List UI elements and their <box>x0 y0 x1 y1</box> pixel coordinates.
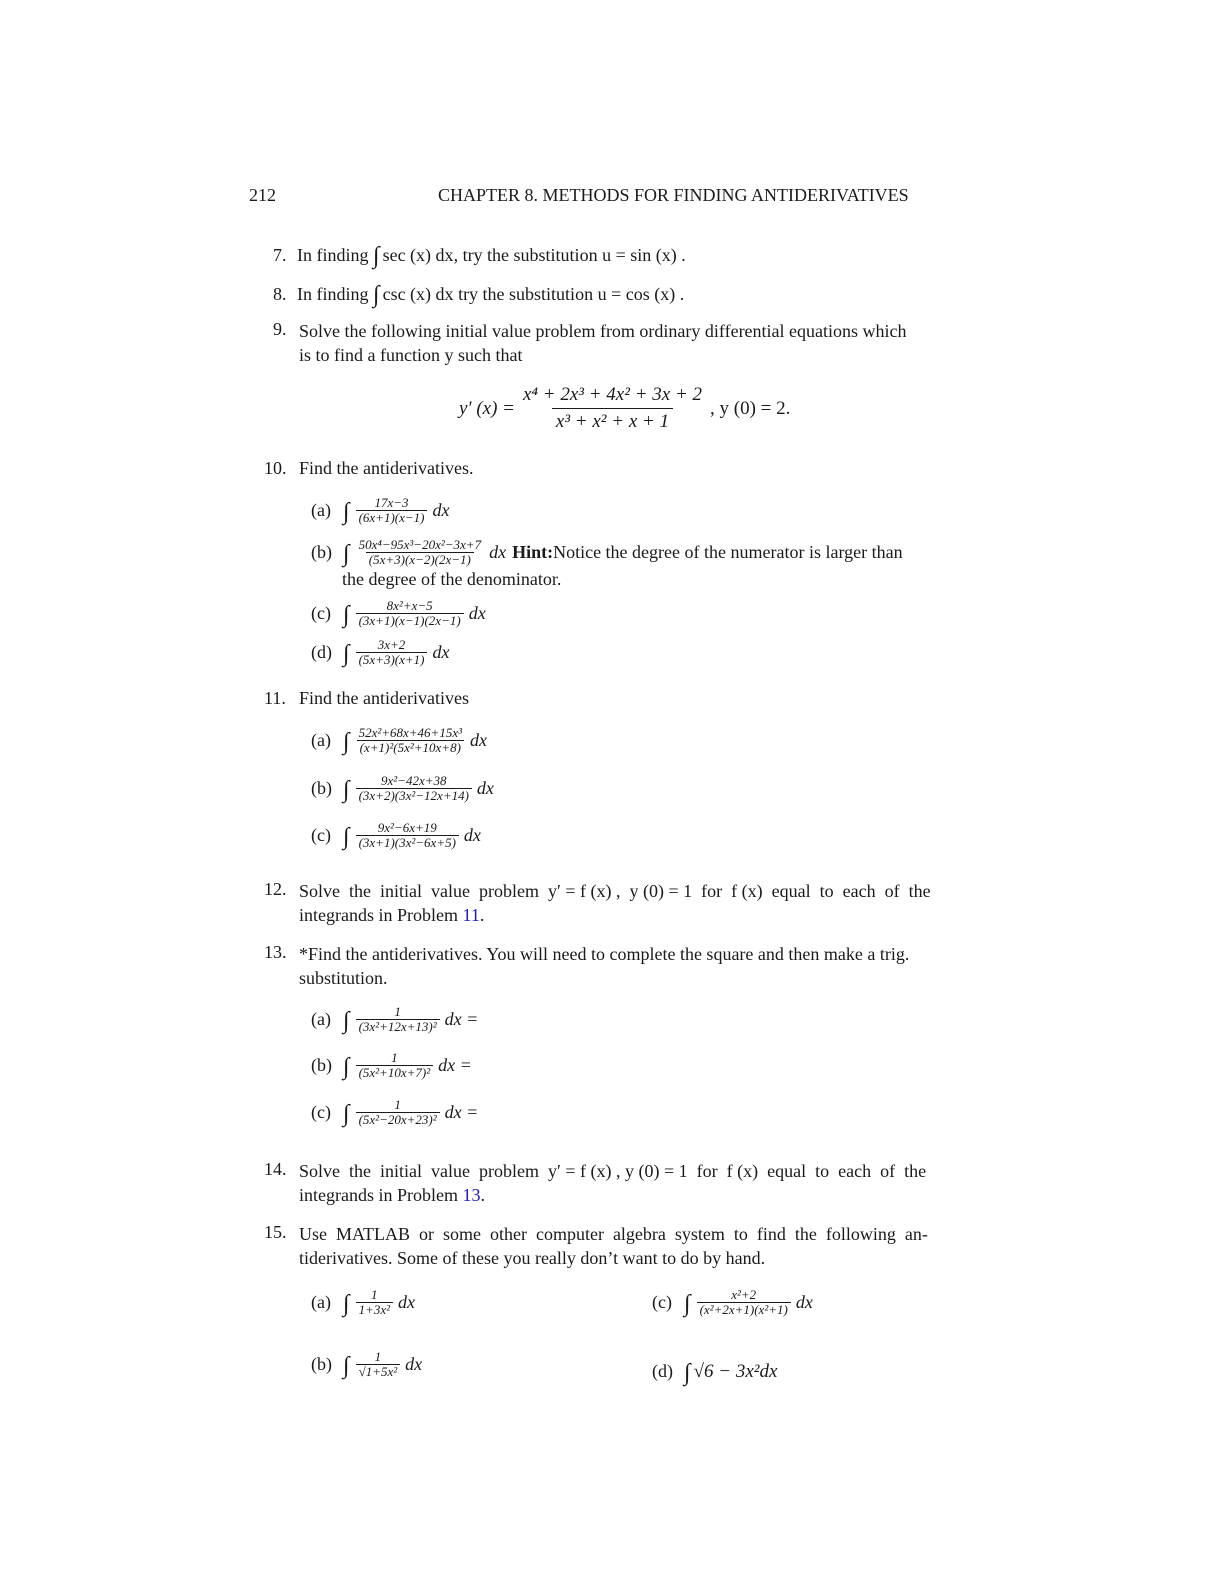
integral-sign: ∫ <box>343 641 350 667</box>
hint-text: Notice the degree of the numerator is larger than <box>553 542 903 562</box>
fraction-numerator: 1 <box>394 1097 401 1112</box>
part-label: (a) <box>311 1292 331 1312</box>
part-label: (b) <box>311 1055 332 1075</box>
part-label: (d) <box>652 1361 673 1381</box>
problem-number: 8. <box>273 284 287 304</box>
problem-7 <box>273 241 686 268</box>
problem-number: 9. <box>273 319 287 339</box>
problem-number: 13. <box>264 942 287 962</box>
substitution: u = cos (x) . <box>597 284 685 304</box>
differential: dx <box>476 778 494 798</box>
fraction-numerator: 9x²−42x+38 <box>381 773 447 788</box>
integral-sign: ∫ <box>343 824 350 850</box>
text-line: *Find the antiderivatives. You will need to complete the square and then make a trig. <box>299 944 910 964</box>
part-13a <box>311 1005 478 1034</box>
fraction-numerator: 9x²−6x+19 <box>377 820 437 835</box>
problem-8 <box>273 280 684 307</box>
integrand-expression: √6 − 3x²dx <box>693 1360 778 1382</box>
integral-sign: ∫ <box>373 243 380 269</box>
problem-number: 15. <box>264 1222 287 1242</box>
problem-number: 11. <box>264 688 286 708</box>
text-fragment: integrands in Problem <box>299 905 463 925</box>
integrand: csc (x) dx <box>382 284 454 304</box>
differential: dx <box>463 825 481 845</box>
fraction-denominator: (3x+1)(x−1)(2x−1) <box>356 613 464 628</box>
fraction-denominator: (x²+2x+1)(x²+1) <box>697 1302 791 1317</box>
differential: dx = <box>438 1055 472 1075</box>
fraction-denominator: (6x+1)(x−1) <box>356 510 428 525</box>
part-10b <box>311 538 903 567</box>
integral-sign: ∫ <box>343 729 350 755</box>
fraction-numerator: 1 <box>391 1050 398 1065</box>
problem-number: 7. <box>273 245 287 265</box>
fraction-denominator: (5x²−20x+23)² <box>356 1112 440 1127</box>
integrand-fraction <box>356 774 472 803</box>
hint-text-continued: the degree of the denominator. <box>342 569 562 589</box>
integral-sign: ∫ <box>373 282 380 308</box>
part-15a <box>311 1288 415 1317</box>
integrand-fraction <box>356 638 428 667</box>
fraction-numerator: 52x²+68x+46+15x³ <box>358 725 463 740</box>
integral-sign: ∫ <box>684 1291 691 1317</box>
text-line: tiderivatives. Some of these you really don’t want to do by hand. <box>299 1248 766 1268</box>
integrand-fraction <box>356 726 465 755</box>
equation-fraction <box>519 382 706 435</box>
part-10d <box>311 638 449 667</box>
part-10c <box>311 599 486 628</box>
fraction-numerator: 1 <box>371 1287 378 1302</box>
part-label: (a) <box>311 730 331 750</box>
fraction-numerator: 1 <box>374 1349 382 1364</box>
part-11a <box>311 726 487 755</box>
part-11c <box>311 821 481 850</box>
differential: dx = <box>444 1102 479 1122</box>
text-fragment: integrands in Problem <box>299 1185 463 1205</box>
text-line: Solve the initial value problem y′ = f (x) , y (0) = 1 for f (x) equal to each of the <box>299 1161 927 1181</box>
part-label: (a) <box>311 1009 331 1029</box>
differential: dx <box>432 642 450 662</box>
hint-label: Hint: <box>512 542 554 562</box>
part-13c <box>311 1098 478 1127</box>
differential: dx <box>468 603 486 623</box>
integral-sign: ∫ <box>343 499 350 525</box>
fraction-denominator: (3x²+12x+13)² <box>356 1019 440 1034</box>
integral-sign: ∫ <box>343 1008 350 1034</box>
fraction-numerator: 17x−3 <box>374 495 409 510</box>
part-label: (b) <box>311 1354 332 1374</box>
text-line: substitution. <box>299 968 388 988</box>
problem-15-text <box>299 1222 963 1270</box>
fraction-denominator: (x+1)²(5x²+10x+8) <box>357 740 464 755</box>
part-label: (b) <box>311 778 332 798</box>
problem-text: In finding <box>297 245 373 265</box>
integrand-fraction <box>356 496 428 525</box>
fraction-numerator: 50x⁴−95x³−20x²−3x+7 <box>358 537 482 552</box>
integrand-fraction <box>356 538 484 567</box>
problem-12-text <box>299 879 963 927</box>
initial-condition: , y (0) = 2. <box>710 397 791 419</box>
fraction-denominator: (5x+3)(x+1) <box>356 652 428 667</box>
integral-sign: ∫ <box>343 1291 350 1317</box>
problem-11-link[interactable]: 11 <box>462 905 480 925</box>
problem-14-text <box>299 1159 963 1207</box>
fraction-denominator: 1+3x² <box>356 1302 393 1317</box>
integral-sign: ∫ <box>343 777 350 803</box>
fraction-denominator: (5x+3)(x−2)(2x−1) <box>366 552 474 567</box>
problem-text: Find the antiderivatives. <box>299 458 474 478</box>
integral-sign: ∫ <box>343 541 350 567</box>
ode-equation <box>459 382 790 435</box>
integral-sign: ∫ <box>684 1360 691 1386</box>
text-line: Solve the initial value problem y′ = f (x) , y (0) = 1 for f (x) equal to each of the <box>299 881 931 901</box>
problem-text: Find the antiderivatives <box>299 688 469 708</box>
integrand-fraction <box>356 1288 393 1317</box>
differential: dx <box>489 542 507 562</box>
page-number: 212 <box>249 185 276 205</box>
fraction-numerator: 8x²+x−5 <box>386 598 433 613</box>
integral-sign: ∫ <box>343 1353 350 1379</box>
integrand-fraction <box>356 1051 434 1080</box>
integral-sign: ∫ <box>343 1054 350 1080</box>
problem-number: 10. <box>264 458 287 478</box>
part-15c <box>652 1288 813 1317</box>
integrand-fraction <box>356 1350 401 1379</box>
part-label: (c) <box>311 825 331 845</box>
text-fragment: . <box>479 905 485 925</box>
fraction-denominator: (3x+1)(3x²−6x+5) <box>356 835 459 850</box>
problem-9-text <box>299 319 963 367</box>
fraction-denominator: (3x+2)(3x²−12x+14) <box>356 788 472 803</box>
problem-text: try the substitution <box>453 284 598 304</box>
part-label: (c) <box>652 1292 672 1312</box>
fraction-numerator: 3x+2 <box>377 637 406 652</box>
fraction-denominator: (5x²+10x+7)² <box>356 1065 434 1080</box>
text-line <box>299 1183 963 1207</box>
problem-text: In finding <box>297 284 373 304</box>
integrand-fraction <box>356 599 464 628</box>
substitution: u = sin (x) . <box>602 245 686 265</box>
problem-13-link[interactable]: 13 <box>462 1185 481 1205</box>
text-line <box>299 903 963 927</box>
part-label: (c) <box>311 603 331 623</box>
differential: dx <box>795 1292 813 1312</box>
text-line: is to find a function y such that <box>299 345 523 365</box>
fraction-denominator: √1+5x² <box>356 1364 401 1379</box>
differential: dx <box>405 1354 423 1374</box>
fraction-numerator: x⁴ + 2x³ + 4x² + 3x + 2 <box>523 384 703 405</box>
part-15b <box>311 1350 422 1379</box>
differential: dx <box>432 500 450 520</box>
part-label: (c) <box>311 1102 331 1122</box>
part-label: (b) <box>311 542 332 562</box>
part-10a <box>311 496 449 525</box>
equation-lhs: y′ (x) = <box>459 397 515 419</box>
integrand: sec (x) dx <box>382 245 454 265</box>
problem-number: 12. <box>264 879 287 899</box>
differential: dx = <box>444 1009 479 1029</box>
text-line: Use MATLAB or some other computer algebra system to find the following an- <box>299 1224 928 1244</box>
integral-sign: ∫ <box>343 1101 350 1127</box>
integrand-fraction <box>697 1288 791 1317</box>
problem-number: 14. <box>264 1159 287 1179</box>
part-11b <box>311 774 494 803</box>
text-fragment: . <box>480 1185 485 1205</box>
integrand-fraction <box>356 1005 440 1034</box>
problem-text: , try the substitution <box>453 245 603 265</box>
chapter-title: CHAPTER 8. METHODS FOR FINDING ANTIDERIVATIVES <box>438 185 909 205</box>
differential: dx <box>470 730 488 750</box>
part-label: (d) <box>311 642 332 662</box>
integrand-fraction <box>356 1098 440 1127</box>
part-15d <box>652 1358 777 1385</box>
fraction-numerator: x²+2 <box>731 1287 757 1302</box>
part-label: (a) <box>311 500 331 520</box>
text-line: Solve the following initial value problem from ordinary differential equations which <box>299 321 907 341</box>
differential: dx <box>398 1292 416 1312</box>
fraction-denominator: x³ + x² + x + 1 <box>552 408 673 435</box>
problem-13-text <box>299 942 963 990</box>
integrand-fraction <box>356 821 459 850</box>
part-13b <box>311 1051 472 1080</box>
fraction-numerator: 1 <box>394 1004 401 1019</box>
integral-sign: ∫ <box>343 602 350 628</box>
